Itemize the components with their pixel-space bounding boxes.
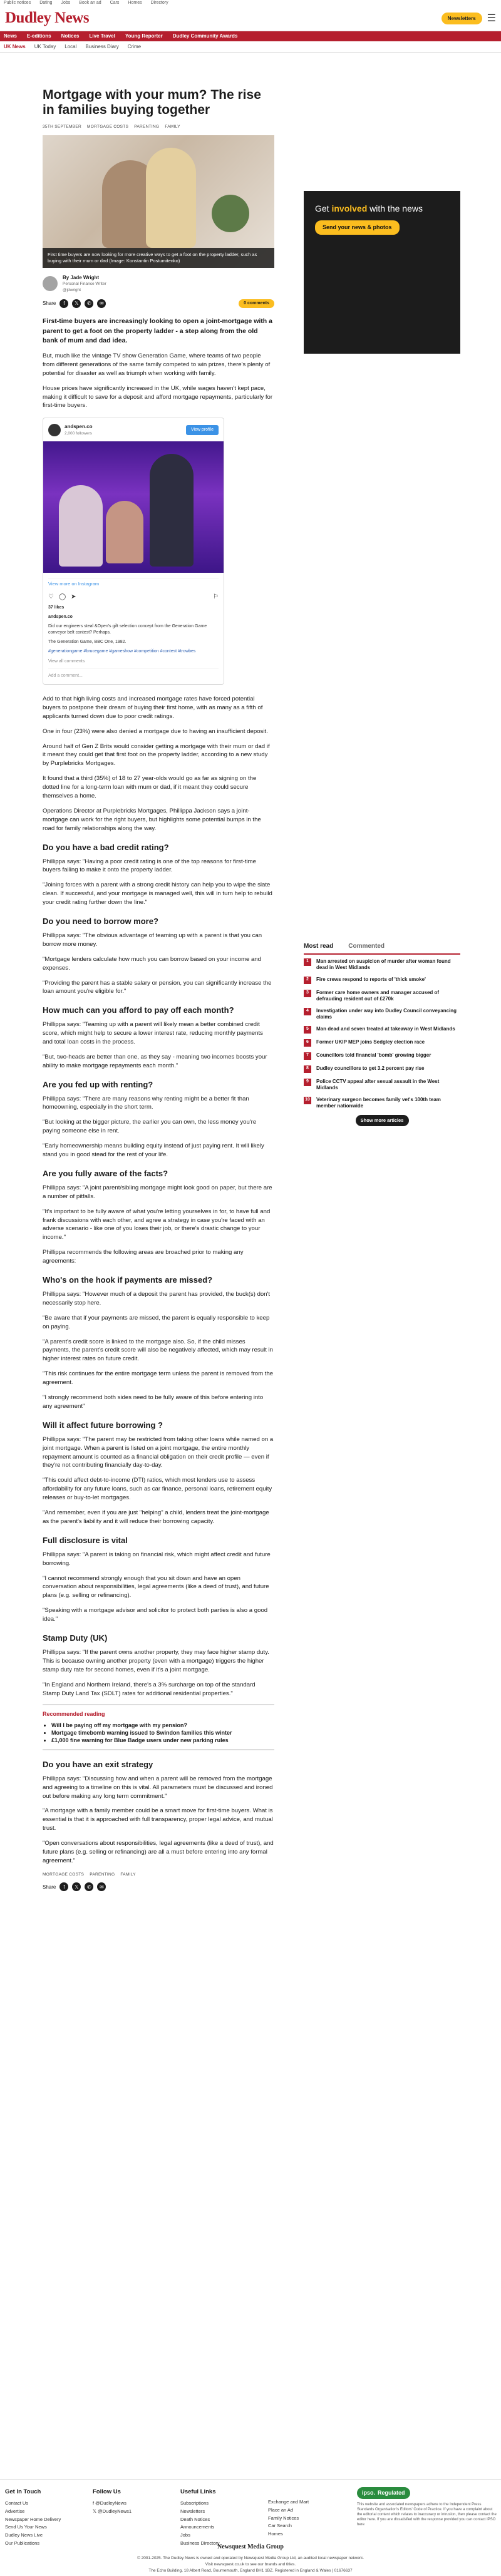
footer-link[interactable]: Subscriptions	[180, 2500, 209, 2507]
paragraph: Phillippa says: "A parent is taking on financial risk, which might affect credit and future borrowing.	[43, 1551, 271, 1567]
subnav-uk-today[interactable]: UK Today	[34, 43, 56, 49]
hero-caption: First time buyers are now looking for more creative ways to get a foot on the property ladder, such as buying with their mum or dad (Image: Konstantin Postumitenko)	[43, 248, 274, 268]
likes-count: 37 likes	[48, 605, 65, 610]
article-title: Mortgage with your mum? The rise in families buying together	[43, 88, 261, 118]
email-icon[interactable]: ✉	[97, 1882, 106, 1891]
most-read-item[interactable]: 8 Dudley councillors to get 3.2 percent pay rise	[304, 1065, 460, 1073]
paragraph: "In England and Northern Ireland, there's a 3% surcharge on top of the standard Stamp Duty Land Tax (SDLT) rates for additional residential properties."	[43, 1681, 256, 1697]
paragraph: "Providing the parent has a stable salary or pension, you can significantly increase the loan amount you're eligible for."	[43, 979, 272, 995]
section-heading: Do you have an exit strategy	[43, 1759, 153, 1769]
section-heading: Full disclosure is vital	[43, 1535, 128, 1545]
paragraph: Operations Director at Purplebricks Mortgages, Phillippa Jackson says a joint-mortgage can work for the right buyers, but highlights some potential bumps in the road for family relationships along the way.	[43, 807, 261, 832]
footer-link[interactable]: Contact Us	[5, 2500, 29, 2507]
topbar-link[interactable]: Directory	[150, 0, 168, 5]
paragraph: Phillippa says: "Teaming up with a parent will likely mean a better combined credit score, which might help to secure a lower interest rate, reducing monthly payments and total loan costs in the process.	[43, 1021, 263, 1045]
footer-link[interactable]: Homes	[268, 2531, 283, 2537]
section-heading: Are you fully aware of the facts?	[43, 1168, 168, 1178]
hero-image	[43, 135, 274, 268]
section-heading: Do you have a bad credit rating?	[43, 842, 169, 852]
footer-link[interactable]: Family Notices	[268, 2515, 299, 2521]
footer-link[interactable]: 𝕏 @DudleyNews1	[93, 2508, 132, 2514]
most-read-item[interactable]: 1 Man arrested on suspicion of murder after woman found dead in West Midlands	[304, 958, 460, 971]
paragraph: "I cannot recommend strongly enough that you sit down and have an open conversation about responsibilities, legal agreements (like a deed of trust), and future plans (e.g. selling or refinancing).	[43, 1574, 269, 1599]
tag[interactable]: FAMILY	[165, 125, 180, 130]
site-footer	[0, 2479, 501, 2576]
paragraph: "I strongly recommend both sides need to be fully aware of this before entering into any agreement"	[43, 1394, 264, 1410]
sidebar-ad	[304, 191, 460, 354]
footer-link[interactable]: Send Us Your News	[5, 2524, 47, 2530]
whatsapp-icon[interactable]: ✆	[85, 299, 93, 308]
nav-item-notices[interactable]: Notices	[61, 33, 80, 39]
most-read-item[interactable]: 3 Former care home owners and manager accused of defrauding resident out of £270k	[304, 990, 460, 1002]
copyright: © 2001-2025. The Dudley News is owned and operated by Newsquest Media Group Ltd, an audited local newspaper network.	[137, 2556, 364, 2560]
paragraph: "Open conversations about responsibilities, legal agreements (like a deed of trust), and future plans (e.g. selling or refinancing) are all a must before entering into any formal agreement."	[43, 1840, 274, 1865]
nav-item-live-travel[interactable]: Live Travel	[89, 33, 115, 39]
section-heading: Stamp Duty (UK)	[43, 1633, 108, 1643]
footer-link[interactable]: Dudley News Live	[5, 2532, 43, 2538]
most-read-item[interactable]: 10 Veterinary surgeon becomes family vet's 100th team member nationwide	[304, 1097, 460, 1109]
recommended-link[interactable]: • £1,000 fine warning for Blue Badge users under new parking rules	[51, 1737, 274, 1744]
footer-link[interactable]: f @DudleyNews	[93, 2500, 127, 2507]
facebook-icon[interactable]: f	[59, 1882, 68, 1891]
share-icon[interactable]: ➤	[71, 593, 76, 601]
paragraph: But, much like the vintage TV show Generation Game, where teams of two people from different generations of the same family competed to win prizes, there's plenty of potential for disaster as well as triumph when working with family.	[43, 352, 271, 377]
instagram-embed	[43, 418, 224, 685]
article	[43, 88, 274, 1900]
ipso-icon: ipso.	[362, 2490, 376, 2496]
author-name[interactable]: By Jade Wright	[63, 274, 100, 280]
paragraph: "Early homeownership means building equity instead of just paying rent. It will likely stand you in good stead for the rest of your life.	[43, 1142, 264, 1159]
instagram-account[interactable]: andspen.co	[65, 424, 93, 430]
tag[interactable]: FAMILY	[120, 1872, 136, 1877]
sub-nav	[0, 41, 501, 53]
paragraph: "It's important to be fully aware of what you're letting yourselves in for, to have full and frank discussions with each other, and agree a strategy in case you're faced with an adverse scenario - like one of you loses their job, or there's drastic change to your income."	[43, 1208, 271, 1241]
section-heading: Will it affect future borrowing ?	[43, 1420, 163, 1430]
address: The Echo Building, 18 Albert Road, Bournemouth, England BH1 1BZ. Registered in England & Wales | 01676637	[148, 2568, 353, 2573]
paragraph: Add to that high living costs and increased mortgage rates have forced potential buyers to postpone their dream of buying their first home, with as many as a fifth of applicants turned down due to poor credit ratings.	[43, 695, 263, 720]
recommended-heading: Recommended reading	[43, 1711, 105, 1718]
ipso-regulated-badge[interactable]: ipso. Regulated	[357, 2487, 410, 2499]
most-read-item[interactable]: 5 Man dead and seven treated at takeaway in West Midlands	[304, 1026, 460, 1034]
paragraph: Phillippa says: "The parent may be restricted from taking other loans while named on a joint mortgage. When a parent is listed on a joint mortgage, the entire monthly repayment amount is counted as a financial obligation on their credit profile — even if they're not contributing financially day-to-day.	[43, 1435, 274, 1469]
footer-bottom	[0, 2542, 501, 2573]
bookmark-icon[interactable]: ⚐	[213, 593, 219, 601]
footer-col-links: Useful Links Subscriptions Newsletters Death Notices Announcements Jobs Business Directory	[180, 2487, 268, 2548]
comment-icon[interactable]: ◯	[58, 593, 66, 601]
site-logo[interactable]: Dudley News	[5, 9, 90, 27]
most-read-item[interactable]: 2 Fire crews respond to reports of 'thick smoke'	[304, 977, 460, 984]
topbar-link[interactable]: Book an ad	[79, 0, 101, 5]
share-bar-bottom: Share f 𝕏 ✆ ✉	[43, 1882, 274, 1891]
most-read-item[interactable]: 7 Councillors told financial 'bomb' growing bigger	[304, 1052, 460, 1060]
tag[interactable]: PARENTING	[134, 125, 160, 130]
article-end-tags	[43, 1872, 274, 1877]
newsquest-logo[interactable]: Newsquest Media Group	[217, 2543, 284, 2550]
paragraph: Phillippa says: "There are many reasons why renting might be a better fit than homeowning, especially in the short term.	[43, 1095, 249, 1111]
footer-link[interactable]: Exchange and Mart	[268, 2499, 309, 2505]
subnav-uk-news[interactable]: UK News	[4, 43, 26, 49]
section-heading: How much can you afford to pay off each month?	[43, 1005, 234, 1015]
footer-link[interactable]: Advertise	[5, 2508, 25, 2514]
instagram-caption: Did our engineers steal &Open's gift selection concept from the Generation Game conveyor belt contest? Perhaps.	[48, 624, 207, 635]
paragraph: "Mortgage lenders calculate how much you can borrow based on your income and expenses.	[43, 955, 261, 972]
subnav-business-diary[interactable]: Business Diary	[85, 43, 119, 49]
most-read-item[interactable]: 6 Former UKIP MEP joins Sedgley election race	[304, 1039, 460, 1047]
nav-item-e-editions[interactable]: E-editions	[26, 33, 51, 39]
instagram-hashtags[interactable]: #generationgame #brucegame #gameshow #competition #contest #trowbes	[48, 649, 196, 654]
menu-icon[interactable]: ☰	[487, 13, 496, 24]
footer-col-more	[268, 2487, 356, 2548]
instagram-caption: The Generation Game, BBC One, 1982.	[48, 640, 127, 645]
most-read-item[interactable]: 9 Police CCTV appeal after sexual assault in the West Midlands	[304, 1079, 460, 1091]
x-icon[interactable]: 𝕏	[72, 1882, 81, 1891]
tag[interactable]: PARENTING	[90, 1872, 115, 1877]
topbar-link[interactable]: Public notices	[4, 0, 31, 5]
topbar-link[interactable]: Jobs	[61, 0, 71, 5]
visit-link[interactable]: Visit newsquest.co.uk to see our brands and titles.	[205, 2562, 296, 2567]
footer-link[interactable]: Newsletters	[180, 2508, 205, 2514]
facebook-icon: f	[93, 2500, 96, 2507]
author-handle[interactable]: @jdwright	[63, 287, 81, 292]
nav-item-young-reporter[interactable]: Young Reporter	[125, 33, 163, 39]
paragraph: Phillippa says: "Having a poor credit rating is one of the top reasons for first-time buyers failing to make it onto the property ladder.	[43, 858, 256, 874]
paragraph: Phillippa says: "If the parent owns another property, they may face higher stamp duty. This is because owning another property (even with a mortgage) triggers the higher stamp duty rate for second homes, even if it's a joint mortgage.	[43, 1648, 269, 1673]
email-icon[interactable]: ✉	[97, 299, 106, 308]
get-involved-ad[interactable]: Get involved with the news Send your news & photos	[304, 191, 460, 354]
tag[interactable]: MORTGAGE COSTS	[87, 125, 129, 130]
ipso-text: This website and associated newspapers adhere to the Independent Press Standards Organisation's Editors' Code of Practice. If you have a complaint about the editorial content which relates to inaccuracy or intrusion, then please contact the editor here. If you are dissatisfied with the response provided you can contact IPSO here	[357, 2503, 497, 2527]
send-news-button[interactable]: Send your news & photos	[315, 220, 400, 235]
instagram-image[interactable]	[43, 441, 224, 573]
tag[interactable]: 35TH SEPTEMBER	[43, 125, 81, 130]
author-role: Personal Finance Writer	[63, 282, 106, 287]
like-icon[interactable]: ♡	[48, 593, 54, 601]
footer-link[interactable]: Death Notices	[180, 2516, 210, 2522]
footer-link[interactable]: Announcements	[180, 2524, 215, 2530]
topbar-link[interactable]: Homes	[128, 0, 142, 5]
facebook-icon[interactable]: f	[59, 299, 68, 308]
article-tags	[43, 124, 274, 130]
tag[interactable]: MORTGAGE COSTS	[43, 1872, 85, 1877]
topbar-link[interactable]: Dating	[39, 0, 53, 5]
nav-item-news[interactable]: News	[4, 33, 17, 39]
section-heading: Who's on the hook if payments are missed?	[43, 1275, 213, 1285]
author-block	[43, 274, 274, 293]
subnav-crime[interactable]: Crime	[127, 43, 142, 49]
paragraph: "A parent's credit score is linked to the mortgage also. So, if the child misses payments, the parent's credit score will also be negatively affected, which may result in higher interest rates on future credit.	[43, 1338, 273, 1363]
paragraph: One in four (23%) were also denied a mortgage due to having an insufficient deposit.	[43, 727, 268, 735]
instagram-username[interactable]: andspen.co	[48, 614, 73, 619]
footer-link[interactable]: Our Publications	[5, 2540, 40, 2546]
tab-commented[interactable]: Commented	[348, 943, 385, 950]
lead-paragraph: First-time buyers are increasingly looking to open a joint-mortgage with a parent to get a foot on the property ladder - a step along from the old bank of mum and dad idea.	[43, 317, 272, 344]
tab-most-read[interactable]: Most read	[304, 943, 334, 950]
paragraph: "A mortgage with a family member could be a smart move for first-time buyers. What is essential is that it is approached with full transparency, proper legal advice, and mutual trust.	[43, 1807, 273, 1832]
newsletters-button[interactable]: Newsletters	[442, 13, 482, 25]
subnav-local[interactable]: Local	[65, 43, 77, 49]
footer-link[interactable]: Car Search	[268, 2523, 292, 2529]
view-all-comments[interactable]: View all comments	[48, 659, 85, 664]
ipso-block	[357, 2487, 498, 2528]
paragraph: House prices have significantly increased in the UK, while wages haven't kept pace, making it difficult to save for a deposit and afford mortgage repayments, particularly for first-time buyers.	[43, 384, 273, 409]
footer-link[interactable]: Jobs	[180, 2532, 190, 2538]
instagram-avatar[interactable]	[48, 424, 61, 436]
footer-link[interactable]: Business Directory	[180, 2540, 220, 2546]
recommended-reading	[43, 1704, 274, 1750]
whatsapp-icon[interactable]: ✆	[85, 1882, 93, 1891]
site-header	[0, 6, 501, 31]
topbar-link[interactable]: Cars	[110, 0, 120, 5]
paragraph: Phillippa says: "Discussing how and when a parent will be removed from the mortgage and agreeing to a timeline on this is vital. All parameters must be discussed and ironed out before making any long term commitment."	[43, 1775, 273, 1800]
x-icon: 𝕏	[93, 2508, 98, 2514]
footer-link[interactable]: Newspaper Home Delivery	[5, 2516, 61, 2522]
paragraph: Phillippa says: "However much of a deposit the parent has provided, the buck(s) don't necessarily stop here.	[43, 1290, 271, 1306]
show-more-button[interactable]: Show more articles	[356, 1115, 409, 1127]
nav-item-community-awards[interactable]: Dudley Community Awards	[172, 33, 238, 39]
paragraph: "Speaking with a mortgage advisor and solicitor to protect both parties is also a good idea."	[43, 1607, 268, 1623]
section-heading: Are you fed up with renting?	[43, 1079, 153, 1089]
paragraph: Phillippa says: "The obvious advantage of teaming up with a parent is that you can borrow more money.	[43, 931, 262, 948]
instagram-followers: 2,000 followers	[65, 431, 92, 436]
paragraph: Phillippa recommends the following areas are broached prior to making any agreements:	[43, 1249, 244, 1265]
add-comment-field[interactable]: Add a comment...	[48, 669, 219, 679]
top-links	[0, 0, 501, 6]
most-read	[304, 942, 460, 1126]
paragraph: "But looking at the bigger picture, the earlier you can own, the less money you're paying someone else in rent.	[43, 1119, 257, 1135]
comments-button[interactable]: 0 comments	[239, 299, 274, 308]
x-icon[interactable]: 𝕏	[72, 299, 81, 308]
section-heading: Do you need to borrow more?	[43, 916, 158, 926]
paragraph: "Joining forces with a parent with a strong credit history can help you to wipe the slate clean. If successful, and your mortgage is managed well, this will in turn help to rebuild your credit rating further down the line."	[43, 881, 272, 906]
paragraph: "And remember, even if you are just "helping" a child, lenders treat the joint-mortgage as the parent's liability and it will reduce their borrowing capacity.	[43, 1509, 269, 1525]
footer-col-contact: Get In Touch Contact Us Advertise Newspaper Home Delivery Send Us Your News Dudley News Live Our Publications	[5, 2487, 93, 2548]
recommended-link[interactable]: • Will I be paying off my mortgage with my pension?	[51, 1722, 274, 1729]
author-avatar	[43, 276, 58, 291]
most-read-item[interactable]: 4 Investigation under way into Dudley Council conveyancing claims	[304, 1008, 460, 1020]
footer-col-follow: Follow Us f @DudleyNews 𝕏 @DudleyNews1	[93, 2487, 180, 2548]
footer-link[interactable]: Place an Ad	[268, 2507, 294, 2513]
paragraph: Around half of Gen Z Brits would consider getting a mortgage with their mum or dad if it meant they could get that first foot on the property ladder, according to a new study by Purplebricks Mortgages.	[43, 742, 270, 767]
paragraph: "This risk continues for the entire mortgage term unless the parent is removed from the agreement.	[43, 1370, 274, 1387]
recommended-link[interactable]: • Mortgage timebomb warning issued to Swindon families this winter	[51, 1729, 274, 1737]
share-bar: Share f 𝕏 ✆ ✉ 0 comments	[43, 299, 274, 308]
paragraph: It found that a third (35%) of 18 to 27 year-olds would go as far as signing on the dotted line for a long-term loan with mum or dad, if it meant they could secure themselves a home.	[43, 775, 257, 800]
paragraph: "But, two-heads are better than one, as they say - meaning two incomes boosts your ability to make mortgage repayments each month."	[43, 1053, 267, 1069]
paragraph: "Be aware that if your payments are missed, the parent is equally responsible to keep on paying.	[43, 1314, 270, 1330]
paragraph: "This could affect debt-to-income (DTI) ratios, which most lenders use to assess affordability for any future loans, such as car finance, personal loans, retirement equity releases or buy-to-let mortgages.	[43, 1477, 272, 1502]
view-more-link[interactable]: View more on Instagram	[48, 578, 219, 588]
paragraph: Phillippa says: "A joint parent/sibling mortgage might look good on paper, but there are a number of pitfalls.	[43, 1184, 272, 1200]
view-profile-button[interactable]: View profile	[186, 425, 219, 435]
main-nav	[0, 31, 501, 41]
